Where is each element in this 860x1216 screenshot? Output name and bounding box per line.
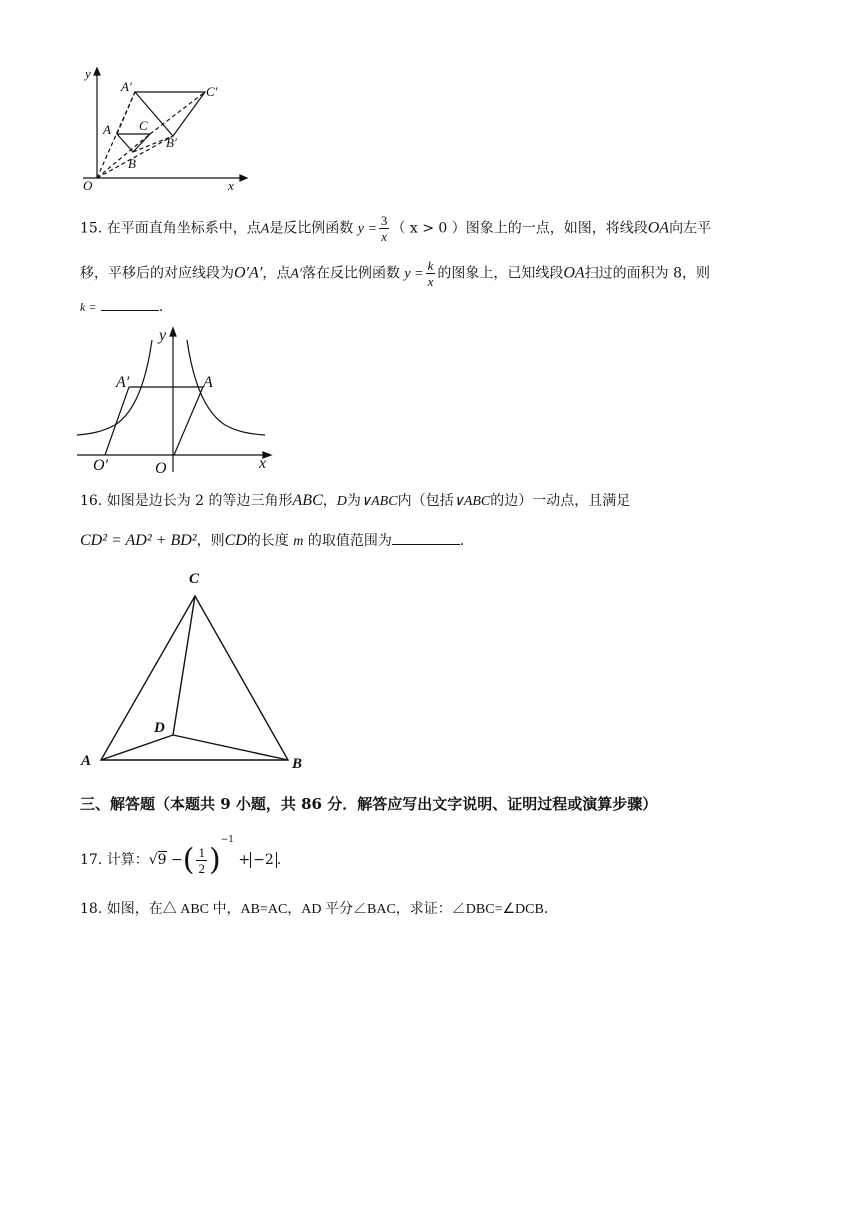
q16-text: 为 [346, 493, 361, 509]
fig14-label-y: y [85, 66, 91, 81]
question-16-line-2 [80, 530, 464, 550]
q15-k-label: k = [80, 300, 97, 314]
q17-end: . [276, 852, 282, 868]
fig14-label-O: O [83, 178, 93, 193]
q17-minus: − [171, 852, 183, 868]
q16-text: ，则 [196, 533, 225, 549]
question-16-line-1 [80, 490, 630, 510]
question-15-line-2 [80, 258, 710, 289]
q16-triangle-symbol: ∨ABC [360, 494, 398, 509]
fig14-label-A1: A′ [121, 79, 132, 94]
q15-text: 是反比例函数 [269, 220, 354, 237]
q16-text: 内（包括 [397, 493, 454, 509]
q15-segment-OA: OA [647, 219, 670, 237]
q15-func2-lhs: y = [404, 266, 424, 282]
q16-text: 的长度 [246, 533, 289, 549]
q17-absolute-value: −2 [250, 852, 277, 868]
q15-point-A: A [260, 221, 270, 237]
figure-inverse-proportion [75, 322, 280, 477]
q17-text: 计算： [106, 852, 149, 868]
q15-number: 15. [80, 220, 103, 237]
fig14-label-A: A [103, 122, 111, 137]
question-15-line-1 [80, 213, 711, 244]
figure-translation-triangles [75, 66, 250, 196]
fig16-label-D: D [154, 720, 165, 736]
q15-text: ，点 [262, 265, 291, 282]
fig15-label-y: y [159, 327, 167, 344]
q15-text: 在平面直角坐标系中，点 [106, 220, 261, 237]
q15-func-lhs: y = [357, 221, 377, 237]
fig15-label-A: A [203, 374, 213, 391]
q15-fraction: $\frac{3}{x}$ [380, 213, 388, 244]
q16-text: 的取值范围为 [307, 533, 392, 549]
fig15-label-x: x [259, 455, 267, 472]
q16-variable-m: m [293, 534, 304, 549]
q16-triangle-symbol: ∨ABC [453, 494, 491, 509]
sqrt-icon: √ [148, 852, 158, 868]
q18-text: 如图，在△ ABC 中，AB=AC，AD 平分∠BAC，求证：∠DBC=∠DCB． [106, 902, 558, 917]
q16-number: 16. [80, 493, 103, 509]
q15-text: 的图象上，已知线段 [437, 265, 564, 282]
q16-equation: CD² = AD² + BD² [80, 532, 197, 549]
q18-number: 18. [80, 901, 103, 917]
right-paren-icon: ) [208, 842, 221, 878]
q17-radicand: 9 [157, 852, 167, 868]
q15-point-A1: A′ [290, 266, 302, 282]
fig14-label-C1: C′ [206, 84, 218, 99]
q16-text: 的边）一动点，且满足 [490, 493, 631, 509]
q15-segment-OA: OA [563, 264, 585, 282]
question-18 [80, 898, 558, 918]
q16-point-D: D [336, 494, 347, 509]
q15-text: 扫过的面积为 8，则 [584, 265, 711, 282]
q16-text: ， [322, 493, 337, 509]
question-15-line-3 [80, 299, 163, 315]
q15-text: 向左平 [669, 220, 712, 237]
section-3-heading: 三、解答题（本题共 9 小题，共 86 分．解答应写出文字说明、证明过程或演算步骤） [80, 795, 658, 813]
fig15-label-A1: A′ [116, 374, 130, 391]
q15-segment-OA1: O′A′ [234, 264, 263, 282]
question-17 [80, 835, 281, 878]
q17-number: 17. [80, 852, 103, 868]
q15-text: 移，平移后的对应线段为 [80, 265, 234, 282]
q17-exponent: −1 [220, 835, 234, 845]
fig14-label-C: C [139, 118, 148, 133]
q15-end: . [158, 299, 164, 315]
fig14-label-x: x [228, 178, 234, 193]
q17-plus: + [238, 852, 251, 868]
q17-fraction: $\frac{1}{2}$ [198, 844, 205, 876]
figure-equilateral-triangle [75, 565, 315, 775]
q16-segment-CD: CD [224, 532, 247, 549]
fig14-label-B1: B′ [166, 135, 177, 150]
q15-condition: （ x > 0 ）图象上的一点，如图，将线段 [391, 220, 648, 237]
fig15-label-O1: O′ [93, 457, 109, 474]
q16-text: 如图是边长为 2 的等边三角形 [106, 493, 293, 509]
q15-fraction-k: $\frac{k}{x}$ [427, 258, 434, 289]
q16-triangle-ABC: ABC [292, 492, 323, 509]
q15-answer-blank [101, 310, 159, 311]
fig16-label-C: C [189, 571, 200, 587]
fig14-label-B: B [128, 156, 136, 171]
q15-text: 落在反比例函数 [301, 265, 400, 282]
fig16-label-B: B [292, 756, 303, 772]
fig15-label-O: O [155, 460, 167, 477]
left-paren-icon: ( [182, 842, 195, 878]
q16-end: . [459, 533, 465, 549]
q16-answer-blank [392, 544, 460, 545]
fig16-label-A: A [81, 753, 92, 769]
